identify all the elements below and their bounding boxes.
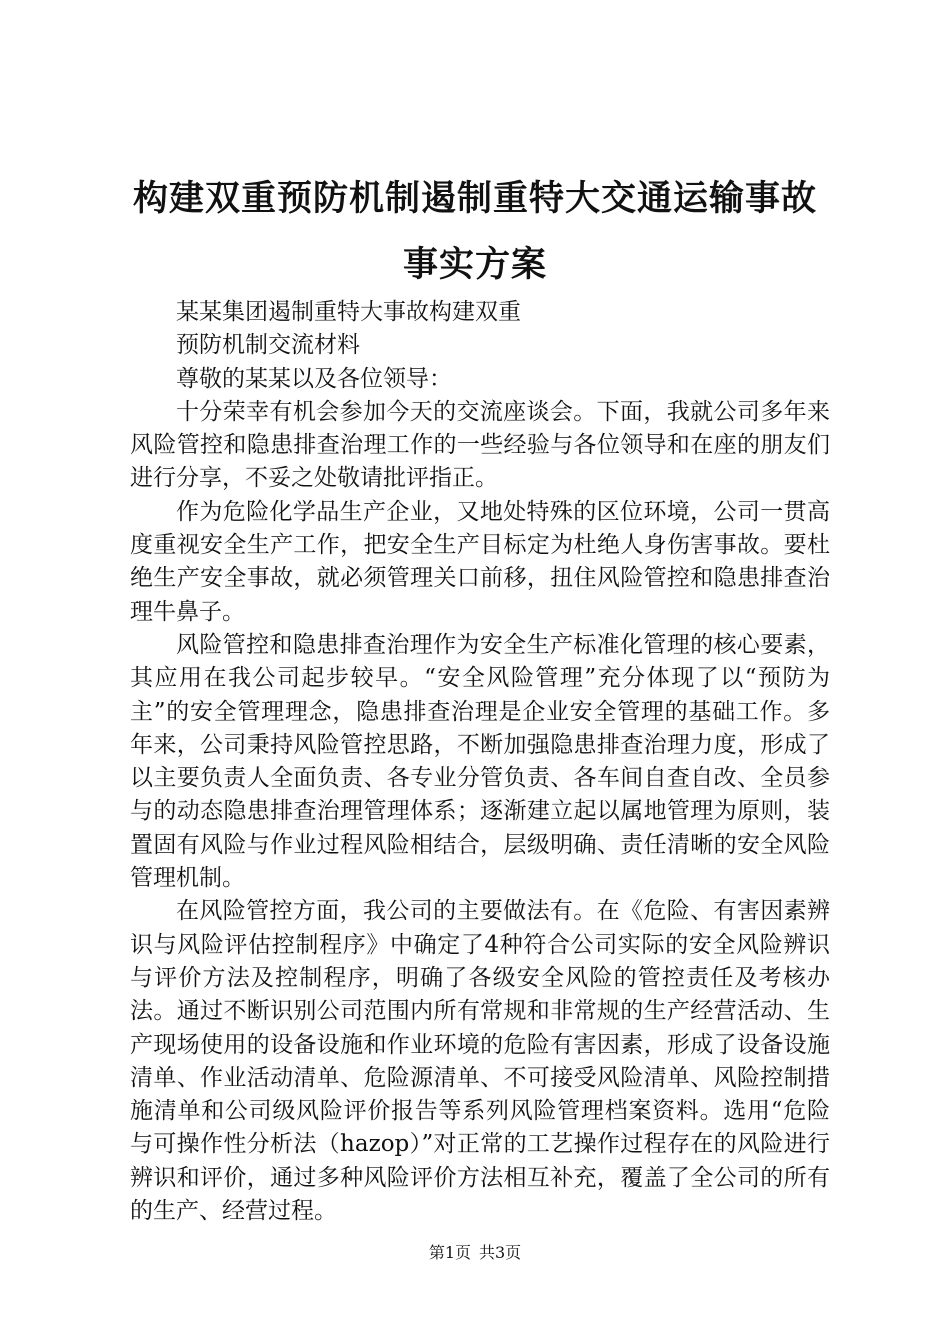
- page-footer: [0, 1243, 950, 1263]
- body-paragraph: 风险管控和隐患排查治理作为安全生产标准化管理的核心要素，其应用在我公司起步较早。“安全风险管理”充分体现了以“预防为主”的安全管理理念，隐患排查治理是企业安全管理的基础工作。多年来，公司秉持风险管控思路，不断加强隐患排查治理力度，形成了以主要负责人全面负责、各专业分管负责、各车间自查自改、全员参与的动态隐患排查治理管理体系；逐渐建立起以属地管理为原则，装置固有风险与作业过程风险相结合，层级明确、责任清晰的安全风险管理机制。: [130, 631, 830, 892]
- document-title: 构建双重预防机制遏制重特大交通运输事故事实方案: [132, 178, 817, 285]
- body-paragraph: 预防机制交流材料: [176, 332, 360, 359]
- body-paragraph: 某某集团遏制重特大事故构建双重: [176, 299, 521, 325]
- body-paragraph: 作为危险化学品生产企业，又地处特殊的区位环境，公司一贯高度重视安全生产工作，把安全生产目标定为杜绝人身伤害事故。要杜绝生产安全事故，就必须管理关口前移，扭住风险管控和隐患排查治理牛鼻子。: [130, 498, 830, 625]
- body-paragraph: 尊敬的某某以及各位领导：: [176, 365, 452, 392]
- page-number: 第1页: [428, 1243, 471, 1262]
- document-body: [130, 296, 830, 1228]
- body-paragraph: 十分荣幸有机会参加今天的交流座谈会。下面，我就公司多年来风险管控和隐患排查治理工作的一些经验与各位领导和在座的朋友们进行分享，不妥之处敬请批评指正。: [130, 398, 830, 492]
- page-total: 共3页: [479, 1243, 522, 1262]
- body-paragraph: 在风险管控方面，我公司的主要做法有。在《危险、有害因素辨识与风险评估控制程序》中确定了4种符合公司实际的安全风险辨识与评价方法及控制程序，明确了各级安全风险的管控责任及考核办法。通过不断识别公司范围内所有常规和非常规的生产经营活动、生产现场使用的设备设施和作业环境的危险有害因素，形成了设备设施清单、作业活动清单、危险源清单、不可接受风险清单、风险控制措施清单和公司级风险评价报告等系列风险管理档案资料。选用“危险与可操作性分析法（hazop）”对正常的工艺操作过程存在的风险进行辨识和评价，通过多种风险评价方法相互补充，覆盖了全公司的所有的生产、经营过程。: [130, 898, 830, 1225]
